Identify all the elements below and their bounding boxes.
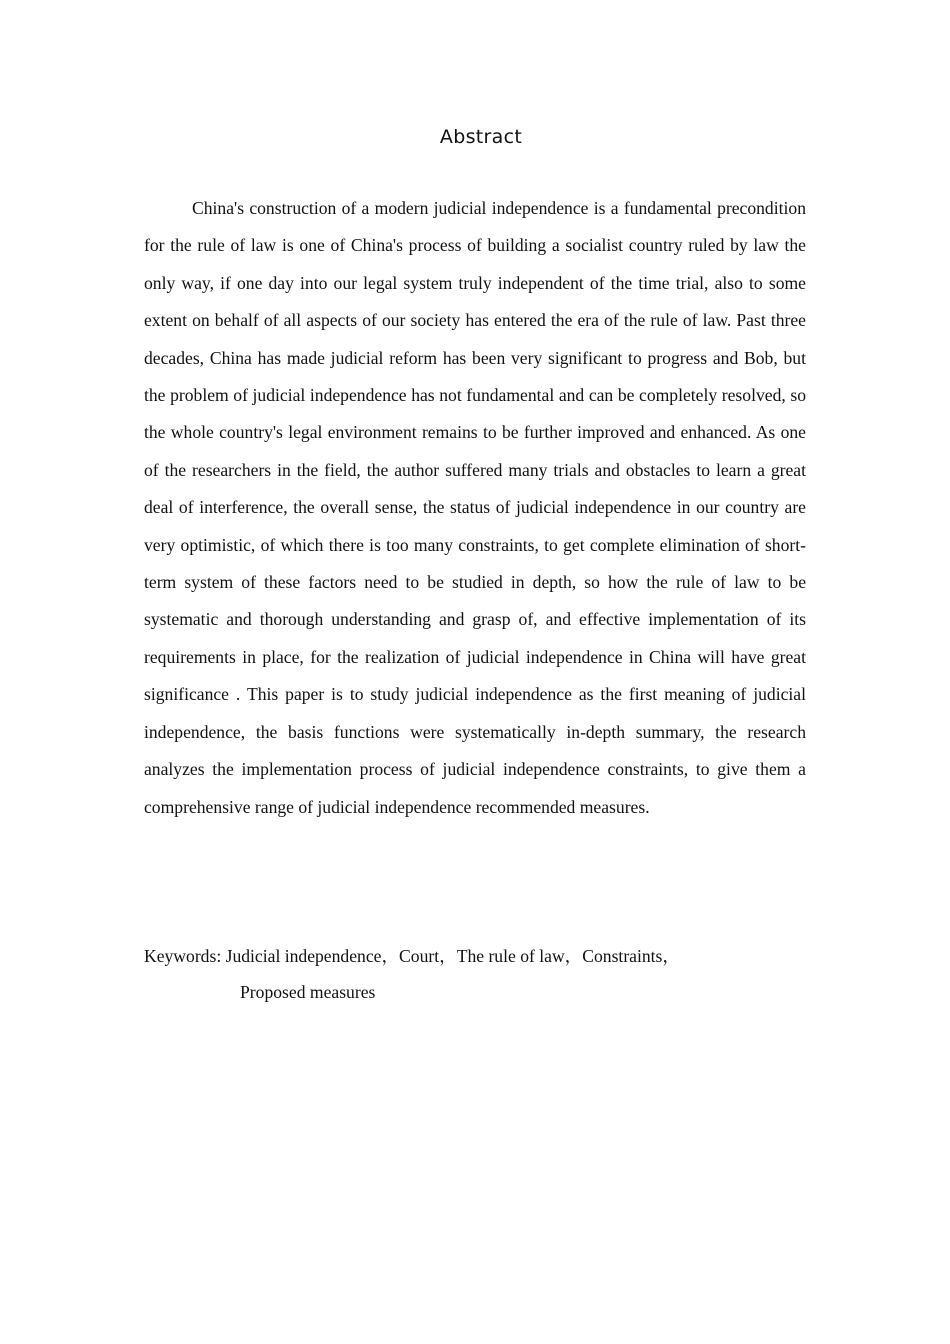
- keywords-line-2: Proposed measures: [240, 982, 376, 1002]
- abstract-title: Abstract: [439, 126, 523, 148]
- keywords-block: [144, 938, 806, 1010]
- keywords-line-1: Keywords: Judicial independence，Court，The rule of law，Constraints，: [144, 946, 680, 966]
- abstract-paragraph: China's construction of a modern judicial independence is a fundamental precondition for the rule of law is one of China's process of building a socialist country ruled by law the only way, if one day into our legal system truly independent of the time trial, also to some extent on behalf of all aspects of our society has entered the era of the rule of law. Past three decades, China has made judicial reform has been very significant to progress and Bob, but the problem of judicial independence has not fundamental and can be completely resolved, so the whole country's legal environment remains to be further improved and enhanced. As one of the researchers in the field, the author suffered many trials and obstacles to learn a great deal of interference, the overall sense, the status of judicial independence in our country are very optimistic, of which there is too many constraints, to get complete elimination of short-term system of these factors need to be studied in depth, so how the rule of law to be systematic and thorough understanding and grasp of, and effective implementation of its requirements in place, for the realization of judicial independence in China will have great significance . This paper is to study judicial independence as the first meaning of judicial independence, the basis functions were systematically in-depth summary, the research analyzes the implementation process of judicial independence constraints, to give them a comprehensive range of judicial independence recommended measures.: [144, 198, 806, 817]
